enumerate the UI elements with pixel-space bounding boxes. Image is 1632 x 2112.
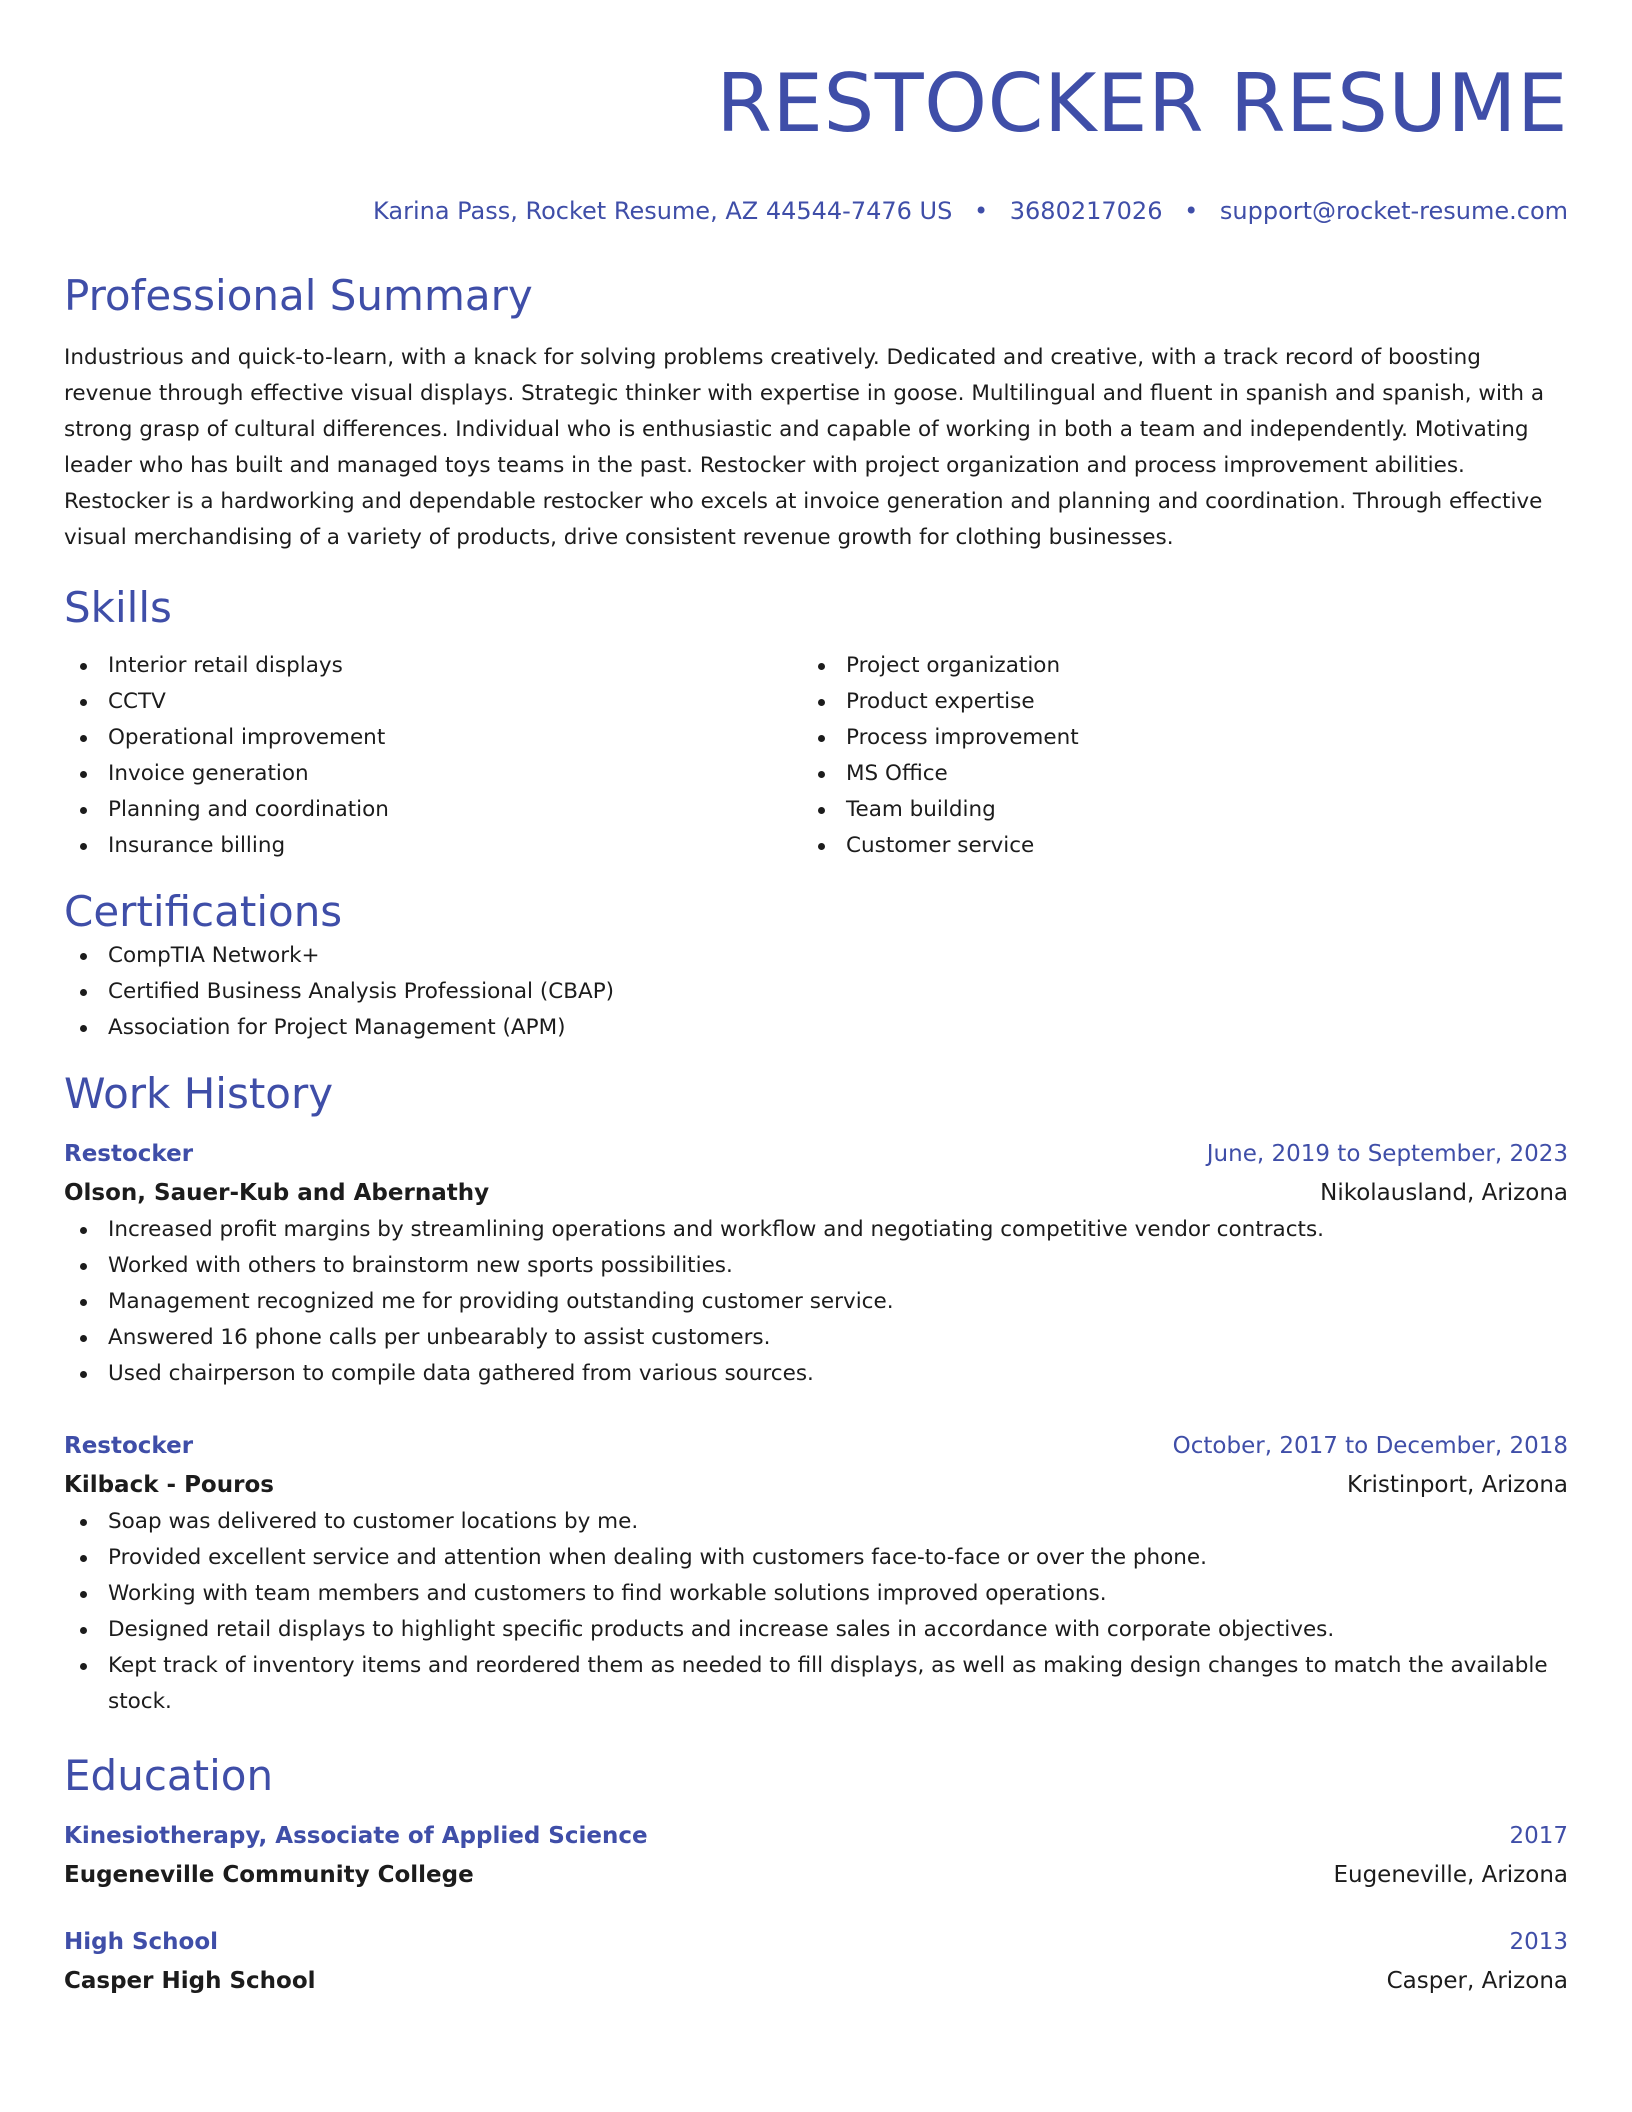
skills-column-left	[64, 648, 802, 864]
job-bullet: Answered 16 phone calls per unbearably to assist customers.	[64, 1320, 1568, 1356]
contact-address: Karina Pass, Rocket Resume, AZ 44544-7476 US	[373, 197, 953, 225]
job-bullet: Used chairperson to compile data gathered from various sources.	[64, 1356, 1568, 1392]
education-school: Eugeneville Community College	[64, 1862, 474, 1888]
certification-item: CompTIA Network+	[64, 938, 1568, 974]
job-entry	[64, 1426, 1568, 1720]
section-heading-education: Education	[64, 1751, 274, 1800]
job-company: Kilback - Pouros	[64, 1472, 274, 1498]
education-degree: Kinesiotherapy, Associate of Applied Science	[64, 1823, 648, 1849]
education-degree-row	[64, 1922, 1568, 1962]
section-heading-work-history: Work History	[64, 1069, 334, 1118]
job-bullet: Soap was delivered to customer locations by me.	[64, 1504, 1568, 1540]
education-degree: High School	[64, 1929, 219, 1955]
skills-columns	[64, 648, 1568, 864]
skill-item: Customer service	[802, 828, 1540, 864]
contact-phone: 3680217026	[1009, 197, 1163, 225]
job-location: Kristinport, Arizona	[1346, 1472, 1568, 1498]
job-bullet: Provided excellent service and attention when dealing with customers face-to-face or over the phone.	[64, 1540, 1568, 1576]
job-location: Nikolausland, Arizona	[1320, 1180, 1568, 1206]
section-heading-skills: Skills	[64, 583, 172, 632]
job-entry	[64, 1134, 1568, 1392]
skill-item: Interior retail displays	[64, 648, 802, 684]
skills-list-left	[64, 648, 802, 864]
summary-section	[64, 270, 1568, 556]
skill-item: Project organization	[802, 648, 1540, 684]
education-entry	[64, 1816, 1568, 1894]
job-bullet-list	[64, 1212, 1568, 1392]
certifications-section	[64, 886, 1568, 1046]
education-location: Casper, Arizona	[1386, 1968, 1568, 1994]
job-bullet: Management recognized me for providing outstanding customer service.	[64, 1284, 1568, 1320]
job-company-row	[64, 1174, 1568, 1212]
job-role: Restocker	[64, 1433, 194, 1459]
job-company-row	[64, 1466, 1568, 1504]
contact-email: support@rocket-resume.com	[1219, 197, 1568, 225]
job-bullet: Increased profit margins by streamlining operations and workflow and negotiating competitive vendor contracts.	[64, 1212, 1568, 1248]
contact-separator: •	[1184, 197, 1199, 225]
job-bullet: Kept track of inventory items and reordered them as needed to fill displays, as well as making design changes to match the available stock.	[64, 1648, 1568, 1720]
certifications-list	[64, 938, 1568, 1046]
job-bullet-list	[64, 1504, 1568, 1720]
job-bullet: Working with team members and customers to find workable solutions improved operations.	[64, 1576, 1568, 1612]
section-heading-summary: Professional Summary	[64, 271, 533, 320]
job-role: Restocker	[64, 1141, 194, 1167]
education-degree-row	[64, 1816, 1568, 1856]
education-section	[64, 1750, 1568, 2000]
education-year: 2013	[1509, 1929, 1568, 1955]
section-heading-certifications: Certifications	[64, 887, 343, 936]
certification-item: Certified Business Analysis Professional (CBAP)	[64, 974, 1568, 1010]
skill-item: MS Office	[802, 756, 1540, 792]
resume-title: RESTOCKER RESUME	[716, 57, 1568, 150]
job-company: Olson, Sauer-Kub and Abernathy	[64, 1180, 490, 1206]
certification-item: Association for Project Management (APM)	[64, 1010, 1568, 1046]
education-year: 2017	[1509, 1823, 1568, 1849]
skill-item: Planning and coordination	[64, 792, 802, 828]
education-school-row	[64, 1856, 1568, 1894]
education-school: Casper High School	[64, 1968, 316, 1994]
resume-header	[64, 56, 1568, 226]
skill-item: Product expertise	[802, 684, 1540, 720]
skill-item: Insurance billing	[64, 828, 802, 864]
job-title-row	[64, 1426, 1568, 1466]
work-history-section	[64, 1068, 1568, 1720]
contact-line	[64, 196, 1568, 226]
summary-text: Industrious and quick-to-learn, with a knack for solving problems creatively. Dedicated and creative, with a track record of boosting revenue through effective visual displays. Strategic thinker with expertise in goose. Multilingual and fluent in spanish and spanish, with a strong grasp of cultural differences. Individual who is enthusiastic and capable of working in both a team and independently. Motivating leader who has built and managed toys teams in the past. Restocker with project organization and process improvement abilities. Restocker is a hardworking and dependable restocker who excels at invoice generation and planning and coordination. Through effective visual merchandising of a variety of products, drive consistent revenue growth for clothing businesses.	[64, 345, 1545, 550]
skill-item: Team building	[802, 792, 1540, 828]
education-location: Eugeneville, Arizona	[1333, 1862, 1568, 1888]
skills-list-right	[802, 648, 1540, 864]
education-entry	[64, 1922, 1568, 2000]
skills-column-right	[802, 648, 1540, 864]
contact-separator: •	[973, 197, 989, 225]
skill-item: Process improvement	[802, 720, 1540, 756]
job-bullet: Worked with others to brainstorm new sports possibilities.	[64, 1248, 1568, 1284]
education-school-row	[64, 1962, 1568, 2000]
job-dates: October, 2017 to December, 2018	[1172, 1433, 1568, 1459]
skill-item: Invoice generation	[64, 756, 802, 792]
skills-section	[64, 582, 1568, 864]
job-dates: June, 2019 to September, 2023	[1206, 1141, 1568, 1167]
job-title-row	[64, 1134, 1568, 1174]
skill-item: Operational improvement	[64, 720, 802, 756]
job-bullet: Designed retail displays to highlight specific products and increase sales in accordance with corporate objectives.	[64, 1612, 1568, 1648]
skill-item: CCTV	[64, 684, 802, 720]
